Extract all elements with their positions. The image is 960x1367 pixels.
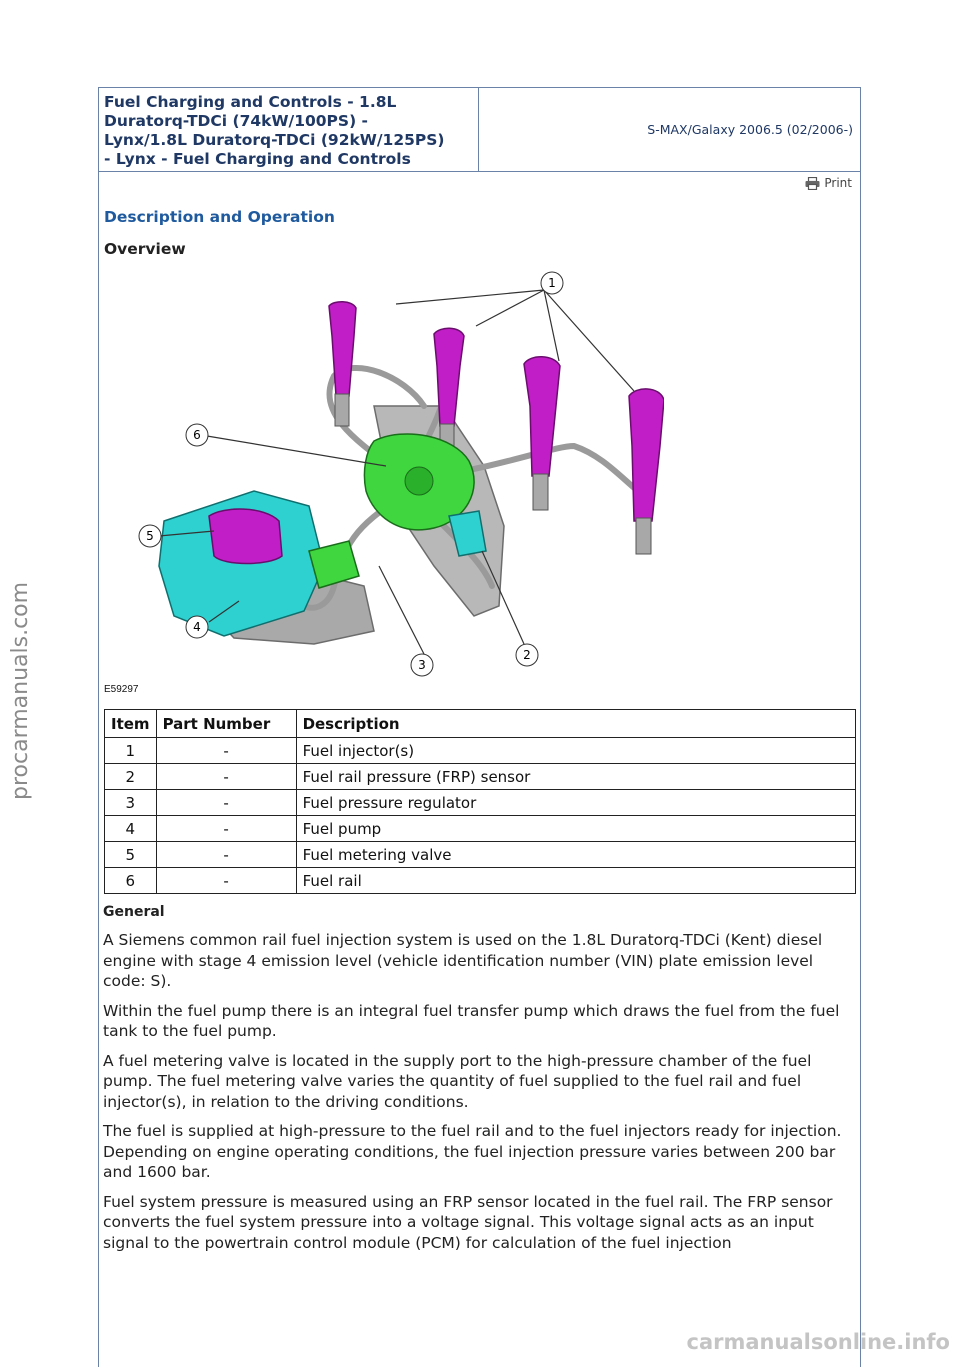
table-row xyxy=(105,738,856,764)
figure-code: E59297 xyxy=(104,684,139,695)
table-row xyxy=(105,868,856,894)
paragraph: A Siemens common rail fuel injection system is used on the 1.8L Duratorq-TDCi (Kent) diesel engine with stage 4 emission level (vehicle identification number (VIN) plate emission level code: S). xyxy=(103,931,823,990)
title-line: Duratorq-TDCi (74kW/100PS) - xyxy=(104,112,368,130)
table-row xyxy=(105,816,856,842)
overview-heading: Overview xyxy=(104,240,186,258)
print-button[interactable] xyxy=(805,176,852,190)
title-line: - Lynx - Fuel Charging and Controls xyxy=(104,150,411,168)
cell-item: 4 xyxy=(105,816,157,842)
general-heading: General xyxy=(103,904,165,920)
cell-part: - xyxy=(156,842,296,868)
paragraph: Within the fuel pump there is an integral fuel transfer pump which draws the fuel from the fuel tank to the fuel pump. xyxy=(103,1001,840,1040)
cell-desc: Fuel injector(s) xyxy=(296,738,855,764)
cell-desc: Fuel pressure regulator xyxy=(296,790,855,816)
table-row xyxy=(105,842,856,868)
cell-desc: Fuel rail xyxy=(296,868,855,894)
title-line: Fuel Charging and Controls - 1.8L xyxy=(104,93,397,111)
col-header-description: Description xyxy=(296,710,855,738)
cell-part: - xyxy=(156,764,296,790)
cell-desc: Fuel metering valve xyxy=(296,842,855,868)
vehicle-label: S-MAX/Galaxy 2006.5 (02/2006-) xyxy=(647,122,853,137)
cell-desc: Fuel rail pressure (FRP) sensor xyxy=(296,764,855,790)
fuel-system-illustration xyxy=(104,266,664,698)
body-text xyxy=(103,930,855,1262)
parts-table xyxy=(104,709,856,894)
table-row xyxy=(105,790,856,816)
callout-label: 1 xyxy=(548,276,556,290)
side-watermark: procarmanuals.com xyxy=(8,581,33,800)
paragraph: A fuel metering valve is located in the supply port to the high-pressure chamber of the fuel pump. The fuel metering valve varies the quantity of fuel supplied to the fuel rail and fuel injector(s), in relation to the driving conditions. xyxy=(103,1051,812,1111)
title-line: Lynx/1.8L Duratorq-TDCi (92kW/125PS) xyxy=(104,131,445,149)
callout-label: 5 xyxy=(146,529,154,543)
cell-item: 1 xyxy=(105,738,157,764)
col-header-part-number: Part Number xyxy=(156,710,296,738)
header-row xyxy=(98,87,861,172)
vehicle-info xyxy=(479,87,861,172)
section-heading: Description and Operation xyxy=(104,208,335,226)
printer-icon xyxy=(805,177,820,190)
cell-item: 5 xyxy=(105,842,157,868)
paragraph: Fuel system pressure is measured using an FRP sensor located in the fuel rail. The FRP sensor converts the fuel system pressure into a voltage signal. This voltage signal acts as an input signal to the powertrain control module (PCM) for calculation of the fuel injection xyxy=(103,1192,833,1252)
table-header-row xyxy=(105,710,856,738)
document-title xyxy=(104,93,474,169)
callout-label: 4 xyxy=(193,620,201,634)
cell-item: 2 xyxy=(105,764,157,790)
bottom-watermark: carmanualsonline.info xyxy=(686,1330,950,1354)
cell-item: 6 xyxy=(105,868,157,894)
callout-label: 6 xyxy=(193,428,201,442)
callout-label: 3 xyxy=(418,658,426,672)
cell-part: - xyxy=(156,738,296,764)
cell-item: 3 xyxy=(105,790,157,816)
cell-part: - xyxy=(156,790,296,816)
callout-label: 2 xyxy=(523,648,531,662)
cell-part: - xyxy=(156,816,296,842)
print-label: Print xyxy=(824,176,852,190)
paragraph: The fuel is supplied at high-pressure to the fuel rail and to the fuel injectors ready for injection. Depending on engine operating conditions, the fuel injection pressure varies between 200 bar and 1600 bar. xyxy=(103,1122,842,1181)
cell-part: - xyxy=(156,868,296,894)
col-header-item: Item xyxy=(105,710,157,738)
table-row xyxy=(105,764,856,790)
cell-desc: Fuel pump xyxy=(296,816,855,842)
